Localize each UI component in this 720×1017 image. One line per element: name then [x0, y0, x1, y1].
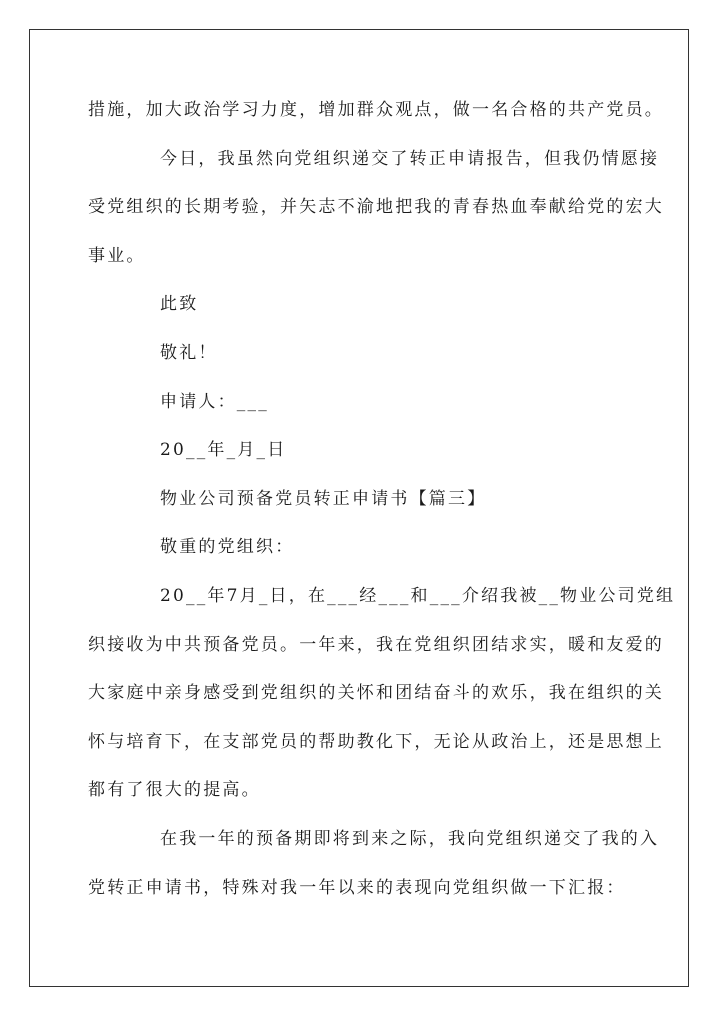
paragraph-line: 在我一年的预备期即将到来之际，我向党组织递交了我的入	[160, 828, 660, 849]
paragraph-line: 事业。	[88, 245, 146, 266]
paragraph-line: 措施，加大政治学习力度，增加群众观点，做一名合格的共产党员。	[88, 100, 664, 120]
applicant-signature-line: 申请人：___	[160, 391, 269, 412]
paragraph-line: 织接收为中共预备党员。一年来，我在党组织团结求实，暖和友爱的	[88, 634, 664, 655]
paragraph-line: 今日，我虽然向党组织递交了转正申请报告，但我仍情愿接	[160, 148, 660, 169]
paragraph-line: 受党组织的长期考验，并矢志不渝地把我的青春热血奉献给党的宏大	[88, 197, 664, 218]
document-body	[88, 90, 676, 916]
paragraph-line: 怀与培育下，在支部党员的帮助教化下，无论从政治上，还是思想上	[88, 731, 664, 752]
paragraph-line: 20__年7月_日，在___经___和___介绍我被__物业公司党组	[160, 585, 676, 606]
section-heading: 物业公司预备党员转正申请书【篇三】	[160, 488, 487, 509]
date-line: 20__年_月_日	[160, 440, 287, 461]
closing-salutation: 此致	[160, 294, 199, 315]
paragraph-line: 大家庭中亲身感受到党组织的关怀和团结奋斗的欢乐，我在组织的关	[88, 683, 664, 704]
greeting-line: 敬重的党组织：	[160, 537, 295, 558]
paragraph-line: 党转正申请书，特殊对我一年以来的表现向党组织做一下汇报：	[88, 877, 626, 898]
closing-regards: 敬礼！	[160, 342, 218, 363]
paragraph-line: 都有了很大的提高。	[88, 780, 261, 801]
